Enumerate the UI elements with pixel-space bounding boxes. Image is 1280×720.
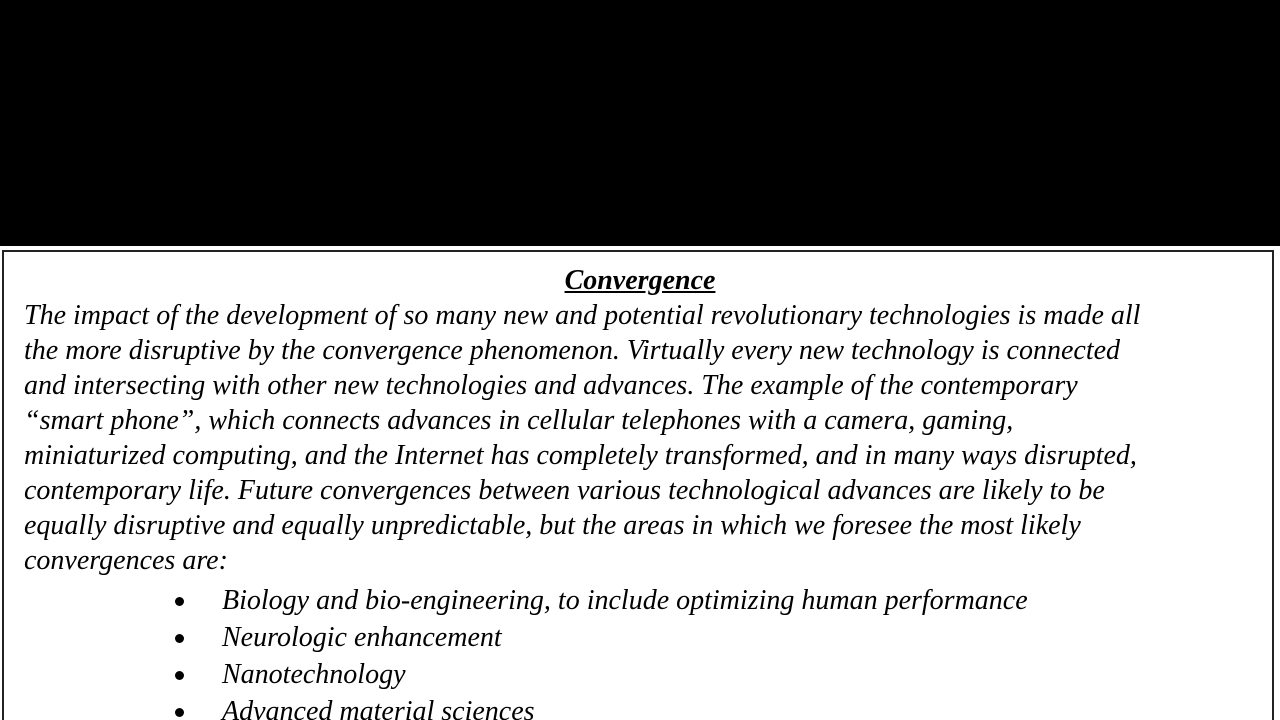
bullet-text: Nanotechnology	[222, 659, 406, 690]
document-paragraph	[24, 298, 1260, 578]
paragraph-line: The impact of the development of so many new and potential revolutionary technologies is made all	[24, 300, 1141, 331]
paragraph-line: equally disruptive and equally unpredictable, but the areas in which we foresee the most likely	[24, 510, 1081, 541]
list-item	[0, 693, 1280, 720]
paragraph-line: miniaturized computing, and the Internet has completely transformed, and in many ways disrupted,	[24, 440, 1137, 471]
bullet-text: Neurologic enhancement	[222, 622, 502, 653]
bullet-list	[0, 582, 1280, 720]
paragraph-line: the more disruptive by the convergence phenomenon. Virtually every new technology is connected	[24, 335, 1121, 366]
paragraph-line: and intersecting with other new technologies and advances. The example of the contemporary	[24, 370, 1078, 401]
paragraph-line: “smart phone”, which connects advances in cellular telephones with a camera, gaming,	[24, 405, 1014, 436]
paragraph-line: contemporary life. Future convergences between various technological advances are likely to be	[24, 475, 1105, 506]
list-item	[0, 619, 1280, 656]
list-item	[0, 582, 1280, 619]
bullet-icon	[175, 671, 184, 680]
bullet-text: Biology and bio-engineering, to include optimizing human performance	[222, 585, 1028, 616]
bullet-text: Advanced material sciences	[222, 696, 535, 720]
bullet-icon	[175, 708, 184, 717]
bullet-icon	[175, 597, 184, 606]
list-item	[0, 656, 1280, 693]
bullet-icon	[175, 634, 184, 643]
document-slide	[0, 246, 1280, 720]
document-title: Convergence	[564, 265, 716, 296]
paragraph-line: convergences are:	[24, 545, 228, 576]
